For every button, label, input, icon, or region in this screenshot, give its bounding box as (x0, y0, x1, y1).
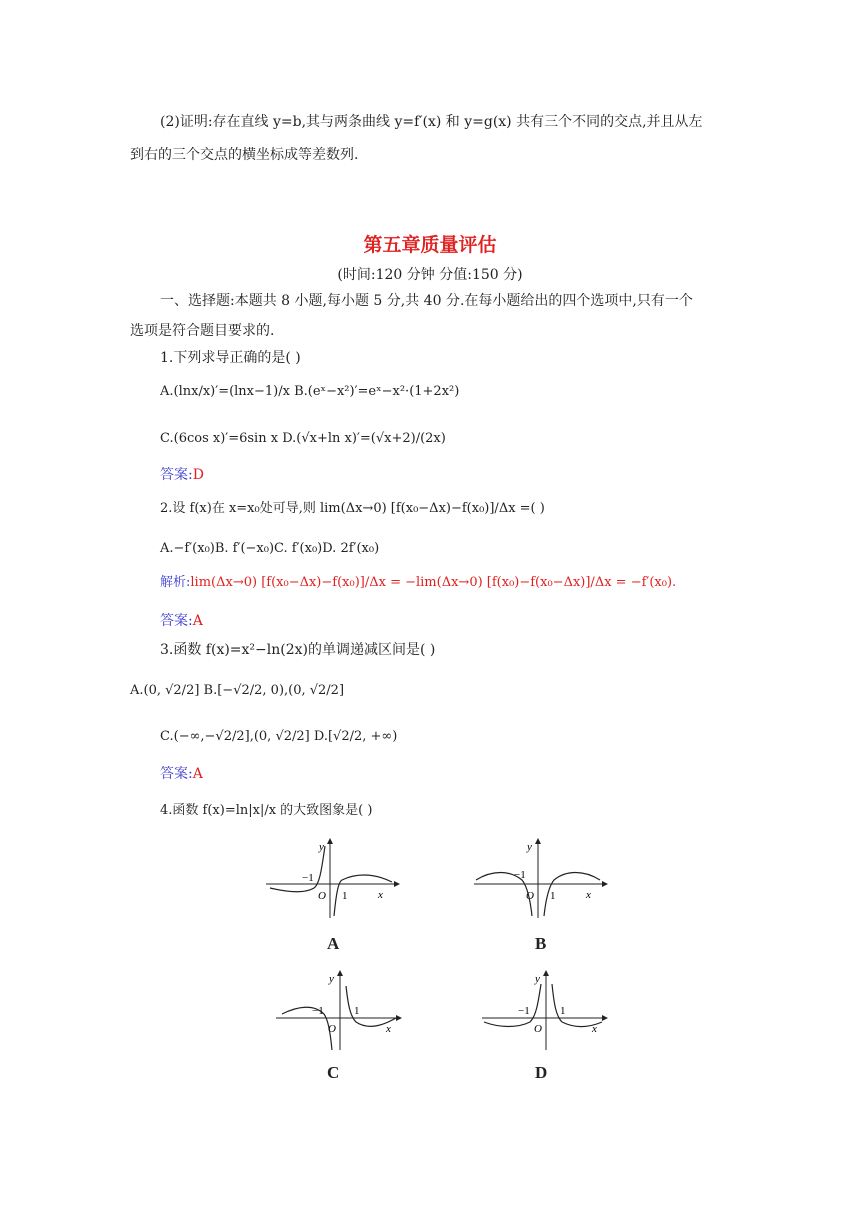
svg-text:−1: −1 (312, 1005, 324, 1017)
curve-left (484, 984, 541, 1027)
y-arrow-icon (337, 970, 343, 976)
q3-options-ab (130, 682, 344, 700)
y-arrow-icon (543, 970, 549, 976)
chapter-subtitle: (时间:120 分钟 分值:150 分) (337, 267, 523, 283)
svg-text:y: y (535, 973, 540, 985)
q3-options-cd (160, 728, 397, 746)
q1-option-d: D.(√x+ln x)′=(√x+2)/(2x) (282, 431, 446, 446)
graph-c-label: C (327, 1063, 340, 1082)
q1-stem: 1.下列求导正确的是( ) (160, 350, 301, 366)
q3-option-b: B.[−√2/2, 0),(0, √2/2] (203, 683, 345, 698)
svg-text:O: O (328, 1023, 336, 1035)
q3-stem: 3.函数 f(x)=x²−ln(2x)的单调递减区间是( ) (160, 642, 436, 658)
graph-d (478, 968, 618, 1054)
q3-option-a: A.(0, √2/2] (130, 683, 200, 698)
graph-d-label: D (535, 1063, 548, 1082)
answer-value: D (192, 467, 204, 483)
q3-answer (160, 765, 203, 783)
svg-text:x: x (592, 1023, 597, 1035)
svg-text:y: y (527, 841, 532, 853)
analysis-label: 解析: (160, 575, 191, 590)
svg-text:1: 1 (560, 1005, 566, 1017)
section1-line-2: 选项是符合题目要求的. (130, 323, 275, 339)
q2-answer (160, 612, 203, 630)
q1-options-cd (160, 430, 446, 448)
q4-stem: 4.函数 f(x)=ln|x|/x 的大致图象是( ) (160, 803, 373, 818)
svg-text:x: x (586, 889, 591, 901)
y-arrow-icon (327, 838, 333, 844)
svg-text:−1: −1 (514, 869, 526, 881)
q1-option-b: B.(eˣ−x²)′=eˣ−x²·(1+2x²) (294, 384, 460, 399)
svg-text:x: x (378, 889, 383, 901)
intro-line-2: 到右的三个交点的横坐标成等差数列. (130, 147, 359, 163)
graph-b (470, 836, 610, 922)
graph-b-label: B (535, 934, 547, 953)
q2-analysis (160, 574, 676, 592)
chapter-title: 第五章质量评估 (363, 234, 497, 256)
curve-left (282, 1007, 332, 1050)
analysis-text: lim(Δx→0) [f(x₀−Δx)−f(x₀)]/Δx = −lim(Δx→0) [f(x₀)−f(x₀−Δx)]/Δx = −f′(x₀). (190, 575, 677, 590)
q3-option-c: C.(−∞,−√2/2],(0, √2/2] (160, 729, 310, 744)
q1-options-ab (160, 383, 459, 401)
svg-text:1: 1 (354, 1005, 360, 1017)
graph-a (262, 836, 402, 922)
q2-options: A.−f′(x₀)B. f′(−x₀)C. f′(x₀)D. 2f′(x₀) (160, 541, 380, 556)
x-arrow-icon (602, 881, 608, 887)
svg-text:O: O (534, 1023, 542, 1035)
answer-value: A (192, 766, 203, 782)
y-arrow-icon (535, 838, 541, 844)
svg-text:y: y (319, 841, 324, 853)
x-arrow-icon (396, 1015, 402, 1021)
answer-label: 答案: (160, 766, 193, 782)
q1-answer (160, 466, 204, 484)
intro-line-1: (2)证明:存在直线 y=b,其与两条曲线 y=f′(x) 和 y=g(x) 共有三个不同的交点,并且从左 (160, 114, 703, 130)
answer-label: 答案: (160, 467, 193, 483)
svg-text:1: 1 (550, 890, 556, 902)
answer-value: A (192, 613, 203, 629)
q1-option-c: C.(6cos x)′=6sin x (160, 431, 279, 446)
q2-stem: 2.设 f(x)在 x=x₀处可导,则 lim(Δx→0) [f(x₀−Δx)−f(x₀)]/Δx =( ) (160, 501, 545, 516)
svg-text:1: 1 (342, 890, 348, 902)
svg-text:−1: −1 (302, 872, 314, 884)
section1-line-1: 一、选择题:本题共 8 小题,每小题 5 分,共 40 分.在每小题给出的四个选项中,只有一个 (160, 293, 693, 309)
graph-c (272, 968, 412, 1054)
q3-option-d: D.[√2/2, +∞) (313, 729, 398, 744)
svg-text:y: y (329, 973, 334, 985)
svg-text:O: O (526, 890, 534, 902)
answer-label: 答案: (160, 613, 193, 629)
q1-option-a: A.(lnx/x)′=(lnx−1)/x (160, 384, 290, 399)
x-arrow-icon (602, 1015, 608, 1021)
x-arrow-icon (394, 881, 400, 887)
graph-a-label: A (327, 934, 340, 953)
curve-left (270, 846, 325, 892)
svg-text:−1: −1 (518, 1005, 530, 1017)
svg-text:x: x (386, 1023, 391, 1035)
svg-text:O: O (318, 890, 326, 902)
